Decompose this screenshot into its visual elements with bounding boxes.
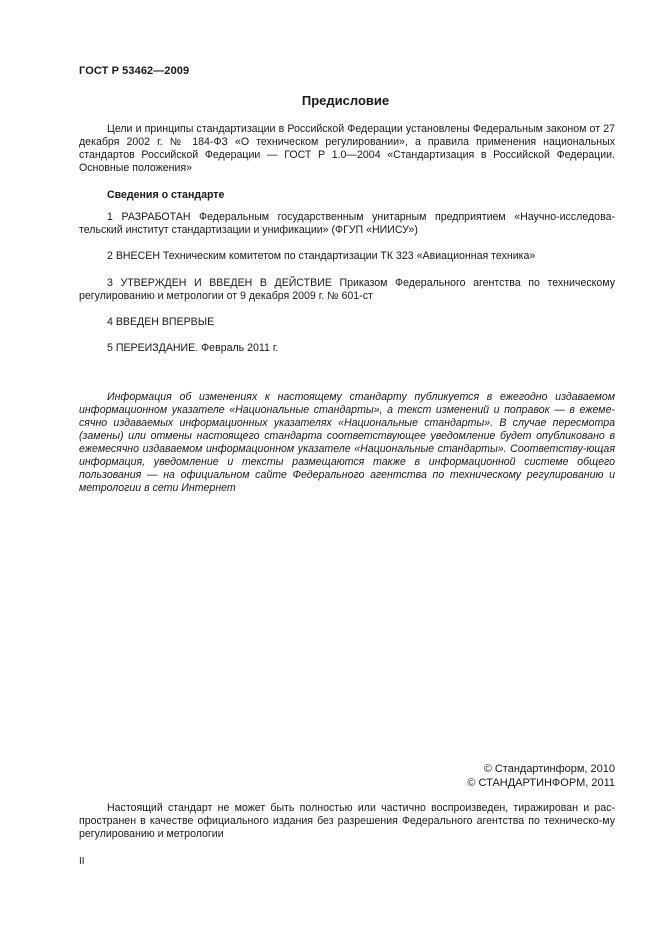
foreword-intro: Цели и принципы стандартизации в Российской Федерации установлены Федеральным законом от 27 декабря 2002 г. № 184-ФЗ «О техническом регулировании», а правила применения национальных стандартов Российской Федерации — ГОСТ Р 1.0—2004 «Стандартизация в Российской Федерации. Основные положения» (79, 123, 615, 174)
standard-info-item-3: 3 УТВЕРЖДЕН И ВВЕДЕН В ДЕЙСТВИЕ Приказом Федерального агентства по техническому регулированию и метрологии от 9 декабря 2009 г. № 601-ст (79, 277, 615, 302)
standard-info-heading: Сведения о стандарте (107, 189, 225, 201)
amendments-notice: Информация об изменениях к настоящему стандарту публикуется в ежегодно издаваемом информационном указателе «Национальные стандарты», а текст изменений и поправок — в ежеме-сячно издаваемых информационных указателях «Национальные стандарты». В случае пересмотра (замены) или отмены настоящего стандарта соответствующее уведомление будет опубликовано в ежемесячно издаваемом информационном указателе «Национальные стандарты». Соответству-ющая информация, уведомление и тексты размещаются также в информационной системе общего пользования — на официальном сайте Федерального агентства по техническому регулированию и метрологии в сети Интернет (79, 391, 615, 494)
copyright-2010: © Стандартинформ, 2010 (483, 763, 615, 775)
document-id-header: ГОСТ Р 53462—2009 (79, 65, 190, 77)
copyright-2011: © СТАНДАРТИНФОРМ, 2011 (467, 777, 615, 789)
standard-info-item-2: 2 ВНЕСЕН Техническим комитетом по стандартизации ТК 323 «Авиационная техника» (107, 250, 536, 262)
standard-info-item-1: 1 РАЗРАБОТАН Федеральным государственным унитарным предприятием «Научно-исследова-тельский институт стандартизации и унификации» (ФГУП «НИИСУ») (79, 211, 615, 236)
foreword-title: Предисловие (301, 93, 390, 108)
reproduction-notice: Настоящий стандарт не может быть полностью или частично воспроизведен, тиражирован и рас-пространен в качестве официального издания без разрешения Федерального агентства по техническо-му регулированию и метрологии (79, 802, 615, 840)
standard-info-item-4: 4 ВВЕДЕН ВПЕРВЫЕ (107, 316, 215, 328)
standard-info-item-5: 5 ПЕРЕИЗДАНИЕ. Февраль 2011 г. (107, 342, 279, 354)
page-number: II (79, 856, 85, 867)
